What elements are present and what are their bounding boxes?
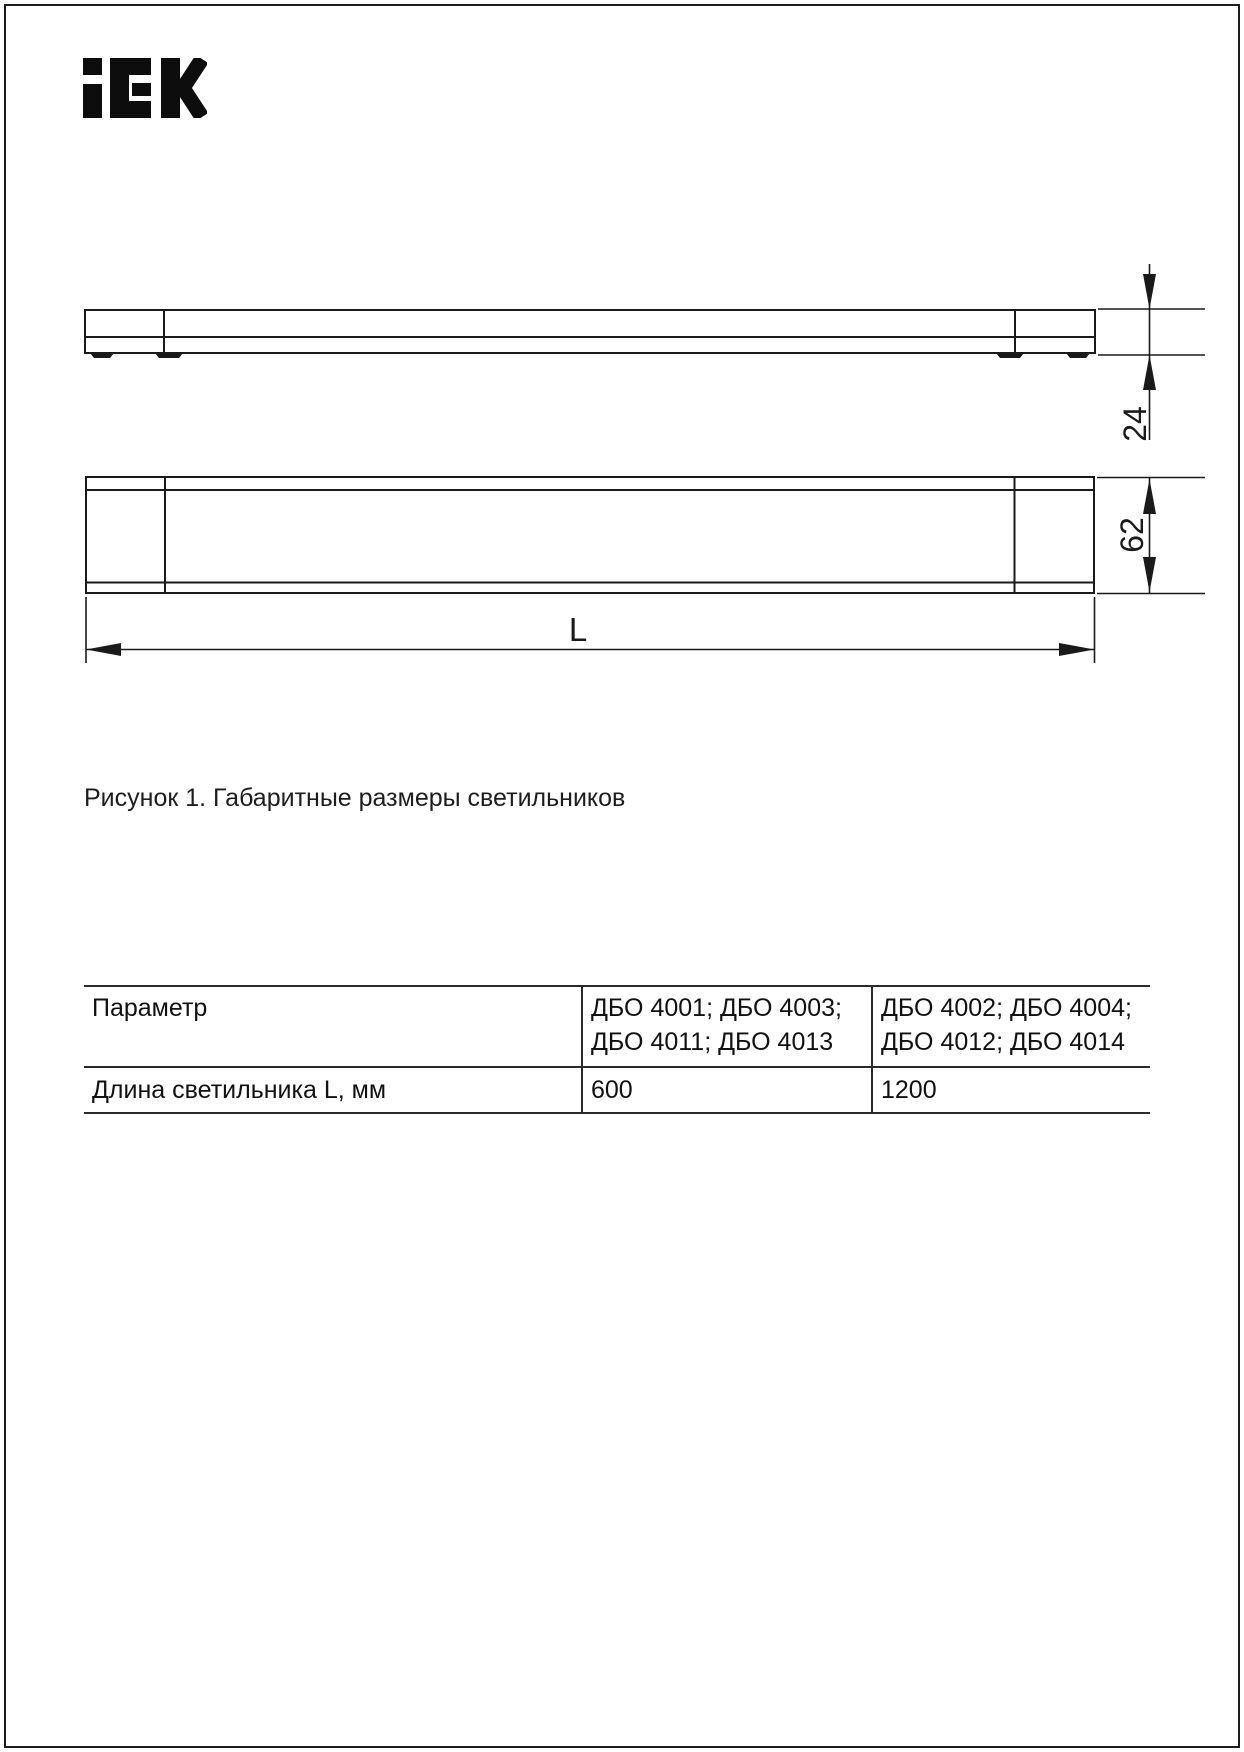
dimension-L [86,597,1095,663]
dimension-24 [1098,264,1205,442]
dim-62-label: 62 [1114,517,1150,553]
dimension-62 [1097,478,1205,594]
front-view-drawing [86,477,1094,593]
table-header-models-600-line1: ДБО 4001; ДБО 4003; [591,994,842,1022]
dim-L-label: L [568,611,588,648]
table-header-models-1200-line2: ДБО 4012; ДБО 4014 [881,1028,1126,1056]
front-view-body [86,477,1094,593]
table-header-parameter-line1: Параметр [92,994,208,1022]
table-header-row [84,987,1150,1068]
table-row [84,1068,1150,1112]
param-name-cell: Длина светильника L, мм [92,1076,387,1104]
table-header-models-1200-line1: ДБО 4002; ДБО 4004; [881,994,1132,1022]
figure-caption: Рисунок 1. Габаритные размеры светильников [84,784,626,812]
table-header-models-1200 [871,987,1150,1066]
dim-L-arrow-right-icon [1059,643,1095,656]
dim-62-arrow-down-icon [1143,557,1156,592]
dim-62-arrow-up-icon [1143,479,1156,514]
table-header-models-600-line2: ДБО 4011; ДБО 4013 [591,1028,834,1056]
value-600-cell: 600 [581,1068,871,1112]
table-header-models-600 [581,987,871,1066]
dim-24-arrow-down-icon [1143,274,1156,309]
table-header-parameter [84,987,581,1066]
dim-L-arrow-left-icon [86,643,121,656]
side-view-body [85,310,1095,353]
dim-24-label: 24 [1117,406,1153,442]
value-1200-cell: 1200 [871,1068,1150,1112]
spec-table [84,985,1150,1114]
dimension-drawing [0,0,1244,720]
side-view-drawing [85,310,1095,358]
dim-24-arrow-up-icon [1143,355,1156,390]
